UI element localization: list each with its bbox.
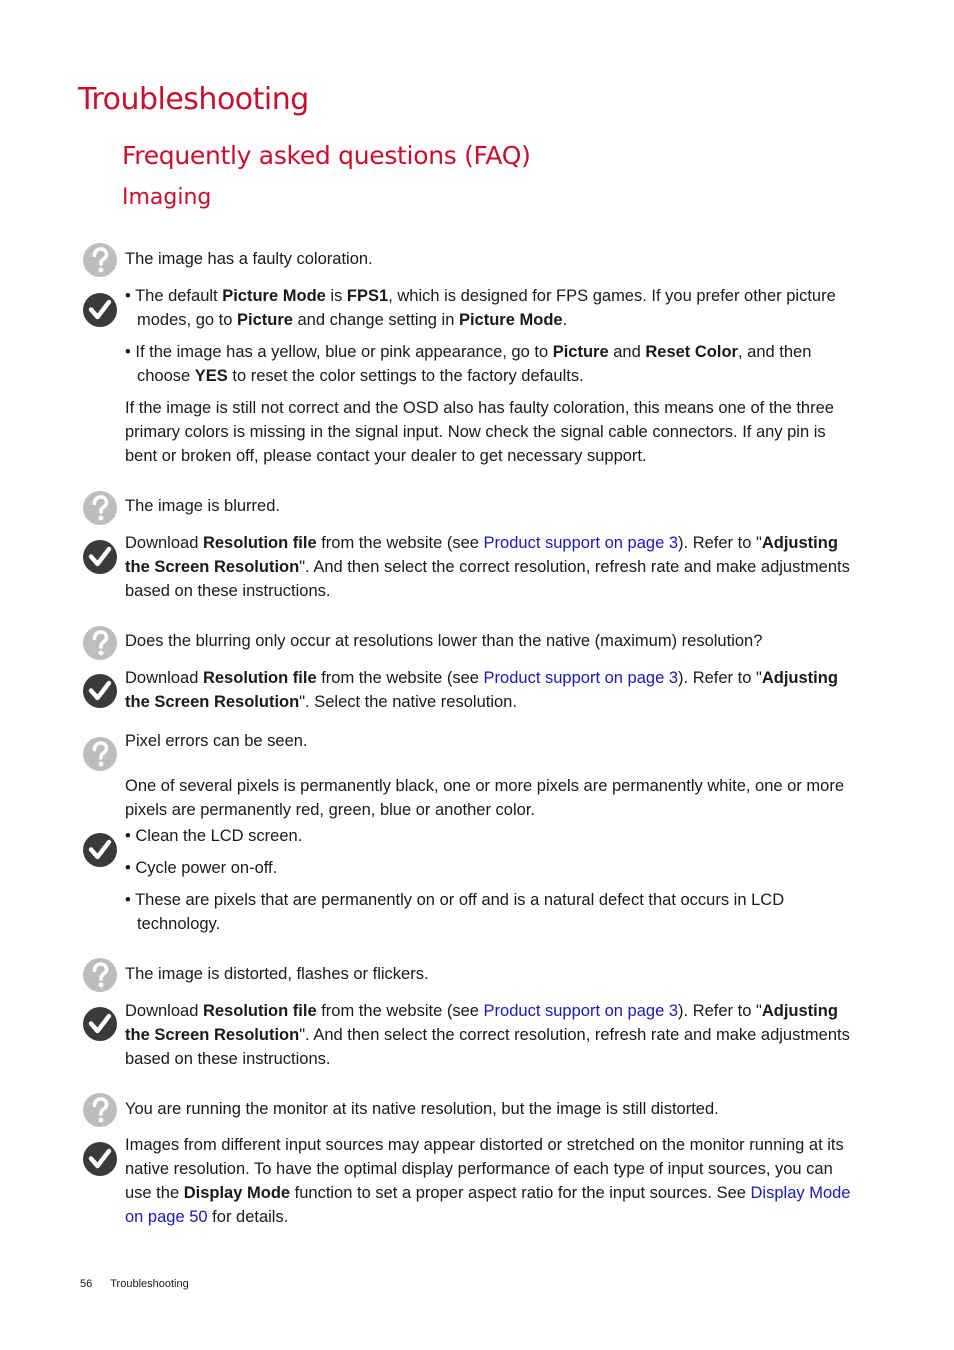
faq-answer-5: Download Resolution file from the website (see Product support on page 3). Refer to "Adjusting the Screen Resolution". And then select the correct resolution, refresh rate and make adjustments based on these instructions. — [125, 1002, 850, 1068]
answer-bullet: • If the image has a yellow, blue or pink appearance, go to Picture and Reset Color, and then choose YES to reset the color settings to the factory defaults. — [125, 343, 812, 385]
question-icon — [82, 1092, 118, 1128]
faq-question-5: The image is distorted, flashes or flickers. — [125, 965, 429, 983]
subsection-title: Imaging — [122, 185, 212, 210]
faq-question-1: The image has a faulty coloration. — [125, 250, 373, 268]
answer-paragraph: One of several pixels is permanently black, one or more pixels are permanently white, one or more pixels are permanently red, green, blue or another color. — [125, 777, 845, 819]
footer-section-label: Troubleshooting — [110, 1278, 189, 1290]
display-mode-link[interactable]: Display Mode on page 50 — [125, 1184, 851, 1226]
faq-question-6: You are running the monitor at its native resolution, but the image is still distorted. — [125, 1100, 719, 1118]
page-number: 56 — [80, 1278, 93, 1290]
question-icon — [82, 490, 118, 526]
faq-question-3: Does the blurring only occur at resolutions lower than the native (maximum) resolution? — [125, 632, 763, 650]
checkmark-icon — [82, 673, 118, 709]
faq-question-4: Pixel errors can be seen. — [125, 732, 308, 750]
checkmark-icon — [82, 1141, 118, 1177]
page-title: Troubleshooting — [78, 82, 309, 117]
answer-bullet: • These are pixels that are permanently on or off and is a natural defect that occurs in LCD technology. — [125, 891, 785, 933]
faq-answer-1 — [125, 284, 857, 468]
checkmark-icon — [82, 1006, 118, 1042]
answer-bullet: • Clean the LCD screen. — [125, 827, 303, 845]
checkmark-icon — [82, 292, 118, 328]
checkmark-icon — [82, 539, 118, 575]
faq-answer-2: Download Resolution file from the website (see Product support on page 3). Refer to "Adjusting the Screen Resolution". And then select the correct resolution, refresh rate and make adjustments based on these instructions. — [125, 534, 850, 600]
faq-answer-3: Download Resolution file from the website (see Product support on page 3). Refer to "Adjusting the Screen Resolution". Select the native resolution. — [125, 669, 838, 711]
answer-bullet: • Cycle power on-off. — [125, 859, 278, 877]
product-support-link[interactable]: Product support on page 3 — [483, 1002, 679, 1020]
faq-question-2: The image is blurred. — [125, 497, 280, 515]
checkmark-icon — [82, 832, 118, 868]
faq-answer-4 — [125, 774, 857, 936]
page-footer — [80, 1278, 207, 1290]
product-support-link[interactable]: Product support on page 3 — [483, 669, 679, 687]
faq-answer-6: Images from different input sources may appear distorted or stretched on the monitor running at its native resolution. To have the optimal display performance of each type of input sources, you can use the Display Mode function to set a proper aspect ratio for the input sources. See Display Mode on page 50 for details. — [125, 1136, 851, 1226]
question-icon — [82, 625, 118, 661]
question-icon — [82, 957, 118, 993]
product-support-link[interactable]: Product support on page 3 — [483, 534, 679, 552]
section-title: Frequently asked questions (FAQ) — [122, 141, 531, 170]
answer-paragraph: If the image is still not correct and the OSD also has faulty coloration, this means one of the three primary colors is missing in the signal input. Now check the signal cable connectors. If any pin is bent or broken off, please contact your dealer to get necessary support. — [125, 399, 834, 465]
question-icon — [82, 736, 118, 772]
answer-bullet: • The default Picture Mode is FPS1, which is designed for FPS games. If you prefer other picture modes, go to Picture and change setting in Picture Mode. — [125, 287, 836, 329]
question-icon — [82, 242, 118, 278]
